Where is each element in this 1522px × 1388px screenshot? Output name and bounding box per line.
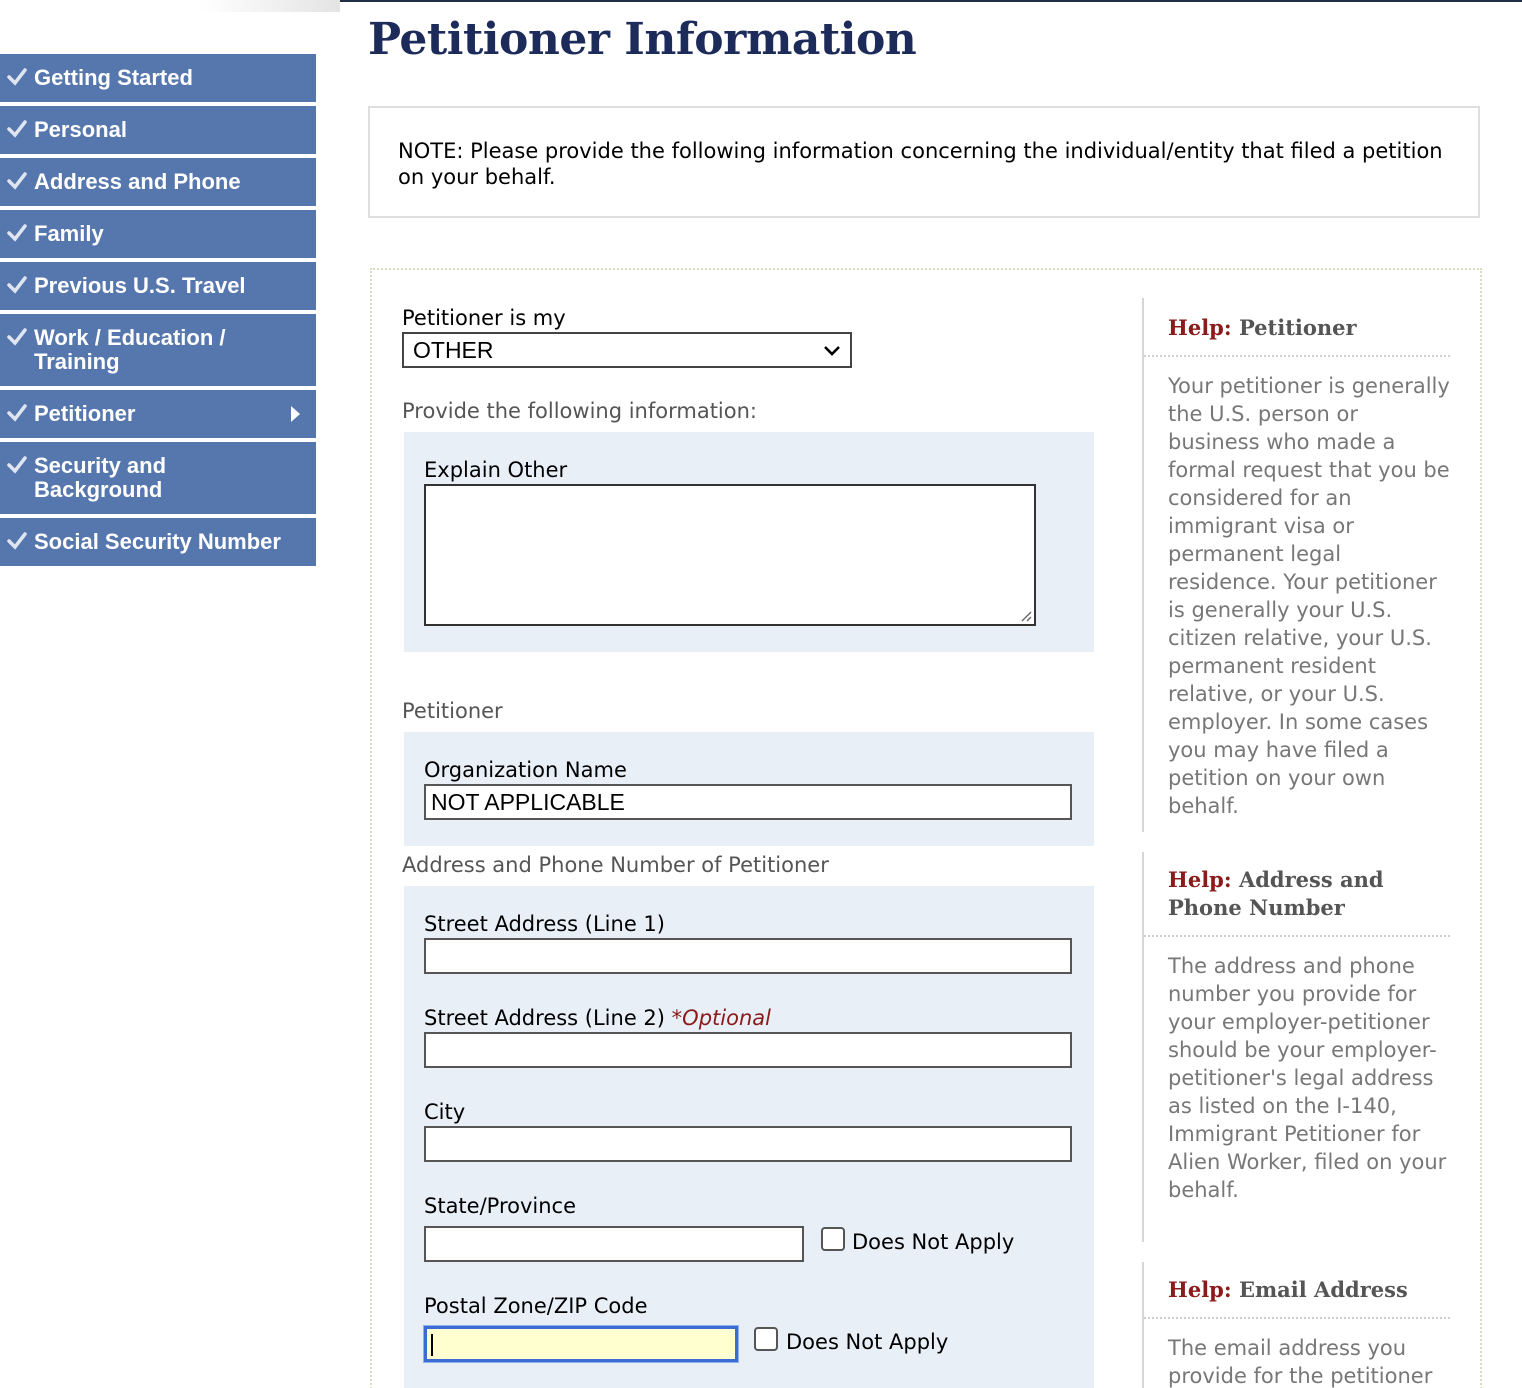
help-petitioner-title	[1168, 314, 1450, 342]
chevron-down-icon	[824, 343, 840, 359]
relationship-label: Petitioner is my	[402, 306, 566, 330]
text-cursor	[431, 1334, 433, 1356]
help-email-body: The email address you provide for the petitioner	[1168, 1336, 1433, 1388]
check-icon	[7, 171, 27, 191]
provide-info-label: Provide the following information:	[402, 399, 758, 423]
help-email-title	[1168, 1276, 1450, 1304]
sidebar-nav	[0, 54, 316, 570]
street1-label: Street Address (Line 1)	[424, 912, 665, 936]
state-does-not-apply-label[interactable]: Does Not Apply	[852, 1230, 1015, 1254]
help-rule	[1144, 355, 1450, 357]
page-title: Petitioner Information	[368, 14, 917, 65]
sidebar-item-label: Work / Education / Training	[34, 325, 226, 374]
help-petitioner-heading: Petitioner	[1238, 315, 1357, 340]
street1-input[interactable]	[424, 938, 1072, 974]
check-icon	[7, 119, 27, 139]
check-icon	[7, 327, 27, 347]
help-prefix: Help:	[1168, 315, 1232, 340]
top-border	[340, 0, 1522, 2]
help-rule	[1144, 1317, 1450, 1319]
help-address-title	[1168, 866, 1450, 922]
relationship-value: OTHER	[413, 337, 494, 363]
check-icon	[7, 223, 27, 243]
address-section-label: Address and Phone Number of Petitioner	[402, 853, 829, 877]
organization-name-input[interactable]	[424, 784, 1072, 820]
sidebar-item-label: Address and Phone	[34, 169, 241, 194]
zip-does-not-apply-checkbox[interactable]	[754, 1327, 778, 1351]
sidebar-item-petitioner[interactable]	[0, 390, 316, 438]
help-prefix: Help:	[1168, 867, 1232, 892]
help-email-heading: Email Address	[1238, 1277, 1408, 1302]
top-fade	[200, 0, 340, 12]
help-prefix: Help:	[1168, 1277, 1232, 1302]
zip-does-not-apply-label[interactable]: Does Not Apply	[786, 1330, 949, 1354]
sidebar-item-getting-started[interactable]	[0, 54, 316, 102]
check-icon	[7, 275, 27, 295]
current-arrow-icon	[291, 406, 300, 422]
sidebar-item-ssn[interactable]	[0, 518, 316, 566]
sidebar-item-label: Social Security Number	[34, 529, 281, 554]
sidebar-item-family[interactable]	[0, 210, 316, 258]
sidebar-item-security[interactable]	[0, 442, 316, 514]
optional-tag: *Optional	[671, 1006, 771, 1030]
note-box: NOTE: Please provide the following information concerning the individual/entity that filed a petition on your behalf.	[368, 106, 1480, 218]
sidebar-item-work-education[interactable]	[0, 314, 316, 386]
sidebar-item-label: Personal	[34, 117, 127, 142]
city-label: City	[424, 1100, 466, 1124]
relationship-select[interactable]	[402, 332, 852, 368]
sidebar-item-label: Getting Started	[34, 65, 193, 90]
state-input[interactable]	[424, 1226, 804, 1262]
organization-name-label: Organization Name	[424, 758, 627, 782]
help-rule	[1144, 935, 1450, 937]
resize-grip-icon[interactable]	[1018, 608, 1032, 622]
street2-label-text: Street Address (Line 2)	[424, 1006, 665, 1030]
check-icon	[7, 403, 27, 423]
explain-other-label: Explain Other	[424, 458, 568, 482]
city-input[interactable]	[424, 1126, 1072, 1162]
check-icon	[7, 67, 27, 87]
check-icon	[7, 531, 27, 551]
state-label: State/Province	[424, 1194, 577, 1218]
help-address-heading: Address and Phone Number	[1168, 867, 1384, 920]
petitioner-section-label: Petitioner	[402, 699, 503, 723]
organization-name-value: NOT APPLICABLE	[431, 789, 625, 815]
sidebar-item-label: Family	[34, 221, 104, 246]
sidebar-item-previous-travel[interactable]	[0, 262, 316, 310]
street2-input[interactable]	[424, 1032, 1072, 1068]
zip-label: Postal Zone/ZIP Code	[424, 1294, 648, 1318]
help-petitioner-body: Your petitioner is generally the U.S. person or business who made a formal request that you be considered for an immigrant visa or permanent legal residence. Your petitioner is generally your U.S. citizen relative, your U.S. permanent resident relative, or your U.S. employer. In some cases you may have filed a petition on your own behalf.	[1168, 374, 1450, 818]
help-divider	[1142, 852, 1144, 1242]
check-icon	[7, 455, 27, 475]
sidebar-item-personal[interactable]	[0, 106, 316, 154]
help-divider	[1142, 1262, 1144, 1388]
state-does-not-apply-checkbox[interactable]	[821, 1227, 845, 1251]
street2-label	[424, 1006, 771, 1030]
sidebar-item-label: Petitioner	[34, 401, 136, 426]
help-divider	[1142, 298, 1144, 832]
sidebar-item-label: Security and Background	[34, 453, 167, 502]
sidebar-item-label: Previous U.S. Travel	[34, 273, 246, 298]
help-address-body: The address and phone number you provide for your employer-petitioner should be your employer-petitioner's legal address as listed on the I-140, Immigrant Petitioner for Alien Worker, filed on your behalf.	[1168, 954, 1447, 1202]
sidebar-item-address-and-phone[interactable]	[0, 158, 316, 206]
explain-other-textarea[interactable]	[424, 484, 1036, 626]
zip-input[interactable]	[424, 1326, 738, 1362]
